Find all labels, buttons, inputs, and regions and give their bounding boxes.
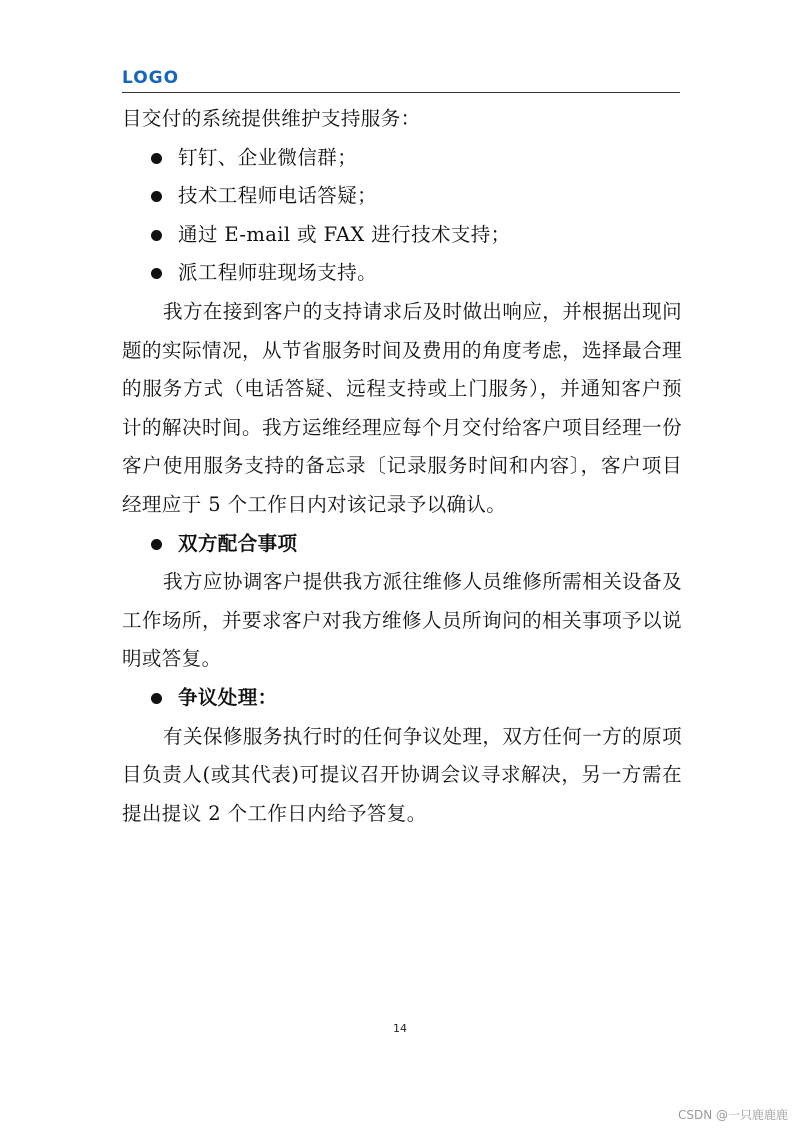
- cooperation-heading: 双方配合事项: [122, 525, 682, 564]
- cooperation-paragraph: 我方应协调客户提供我方派往维修人员维修所需相关设备及工作场所，并要求客户对我方维修人员所询问的相关事项予以说明或答复。: [122, 570, 682, 671]
- intro-continuation: 目交付的系统提供维护支持服务：: [122, 107, 421, 130]
- watermark: CSDN @一只鹿鹿鹿: [677, 1108, 788, 1122]
- list-item-email-fax: 通过 E-mail 或 FAX 进行技术支持；: [122, 216, 682, 255]
- page-number: 14: [393, 1022, 407, 1035]
- dispute-paragraph: 有关保修服务执行时的任何争议处理，双方任何一方的原项目负责人(或其代表)可提议召开协调会议寻求解决，另一方需在提出提议 2 个工作日内给予答复。: [122, 724, 682, 825]
- response-paragraph: 我方在接到客户的支持请求后及时做出响应，并根据出现问题的实际情况，从节省服务时间及费用的角度考虑，选择最合理的服务方式（电话答疑、远程支持或上门服务），并通知客户预计的解决时间。我方运维经理应每个月交付给客户项目经理一份客户使用服务支持的备忘录〔记录服务时间和内容〕，客户项目经理应于 5 个工作日内对该记录予以确认。: [122, 299, 682, 516]
- list-item-onsite: 派工程师驻现场支持。: [122, 254, 682, 293]
- dispute-heading: 争议处理：: [122, 679, 682, 718]
- page-header: [122, 64, 680, 93]
- document-body: [122, 100, 682, 833]
- list-item-dingtalk: 钉钉、企业微信群；: [122, 139, 682, 178]
- list-item-phone-support: 技术工程师电话答疑；: [122, 177, 682, 216]
- logo: LOGO: [122, 68, 180, 88]
